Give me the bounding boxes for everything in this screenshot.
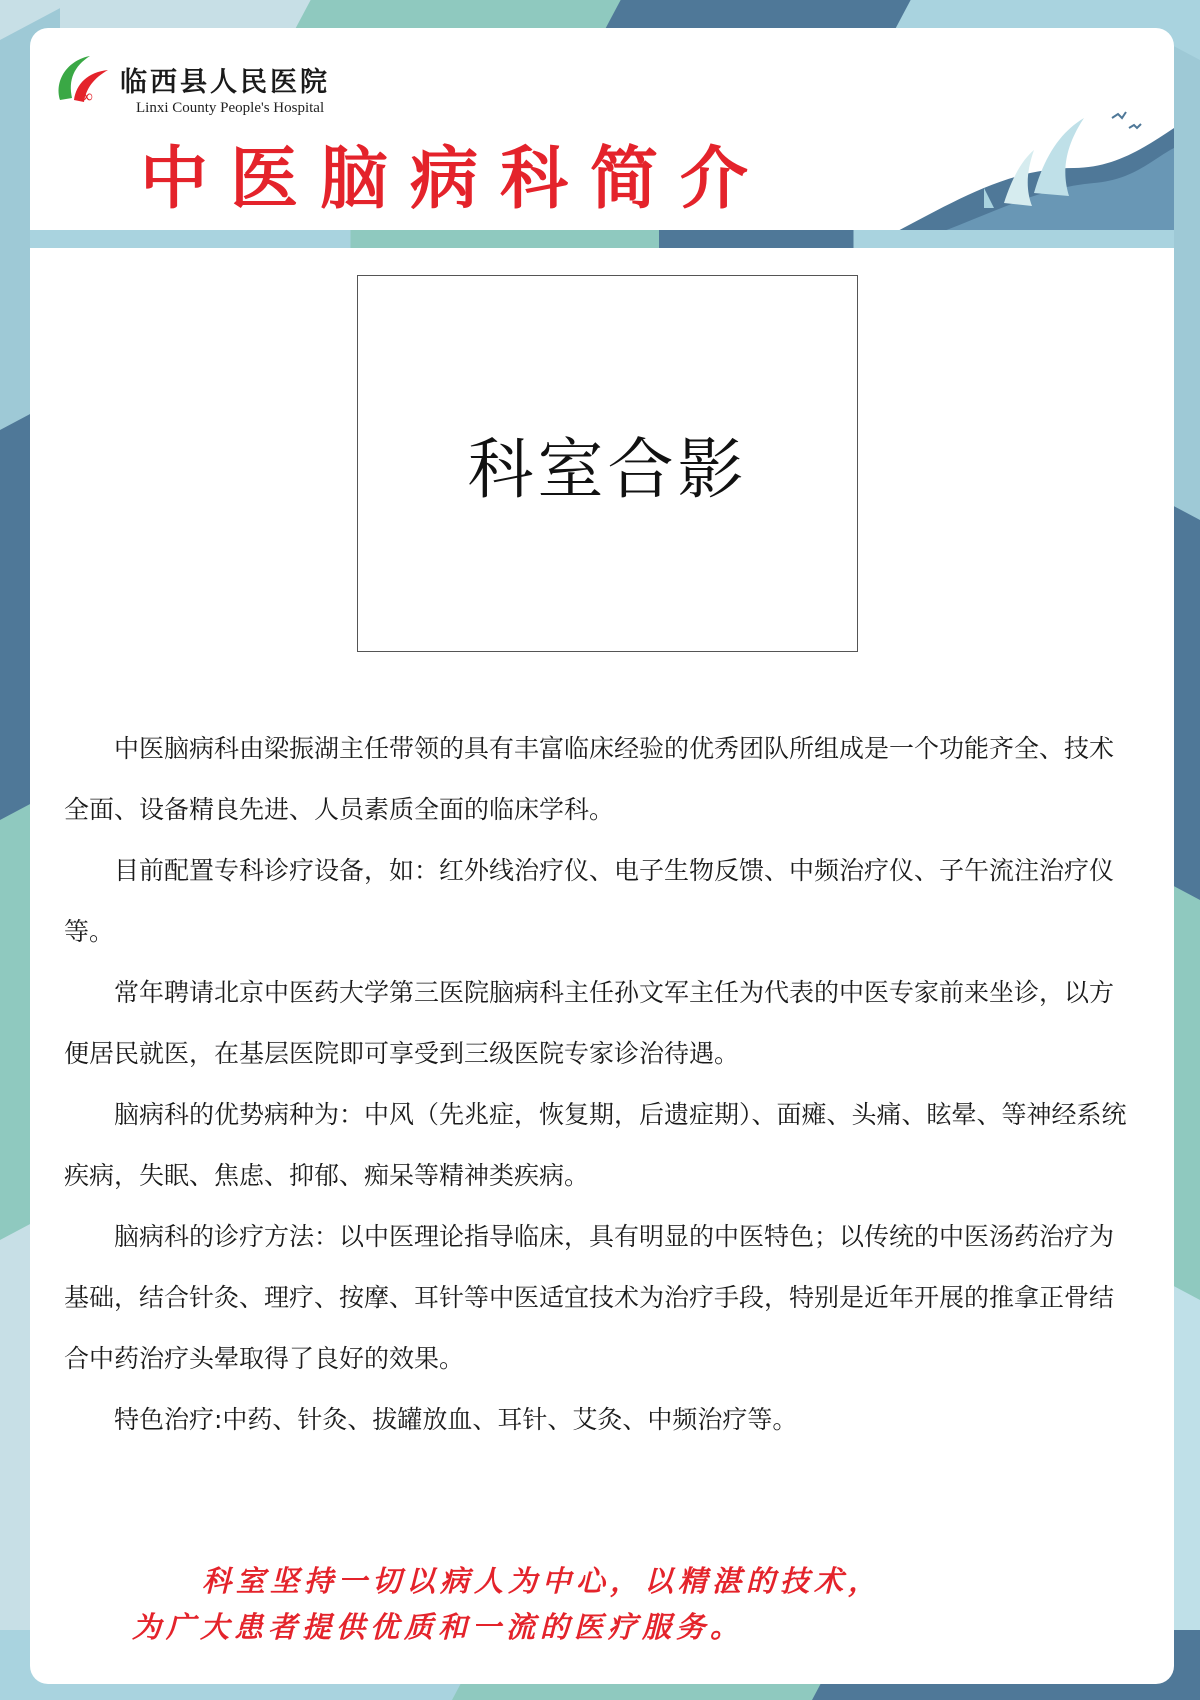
photo-placeholder-label: 科室合影 [467, 431, 748, 508]
header [30, 28, 1174, 233]
header-divider [30, 230, 1174, 248]
page-title: 中医脑病科简介 [140, 140, 771, 219]
intro-paragraph: 常年聘请北京中医药大学第三医院脑病科主任孙文军主任为代表的中医专家前来坐诊，以方便居民就医，在基层医院即可享受到三级医院专家诊治待遇。 [64, 978, 1115, 1068]
hospital-logo-icon [50, 50, 114, 114]
intro-paragraph: 脑病科的诊疗方法：以中医理论指导临床，具有明显的中医特色；以传统的中医汤药治疗为基础，结合针灸、理疗、按摩、耳针等中医适宜技术为治疗手段，特别是近年开展的推拿正骨结合中药治疗头晕取得了良好的效果。 [64, 1222, 1115, 1373]
sailboat-wave-decoration [884, 98, 1174, 238]
intro-paragraph: 特色治疗:中药、针灸、拔罐放血、耳针、艾灸、中频治疗等。 [114, 1405, 798, 1434]
hospital-name-english: Linxi County People's Hospital [136, 100, 325, 116]
poster-card [30, 28, 1174, 1684]
svg-text:∞: ∞ [80, 86, 93, 106]
department-intro [64, 718, 1134, 1450]
team-photo-placeholder [357, 275, 858, 652]
intro-paragraph: 目前配置专科诊疗设备，如：红外线治疗仪、电子生物反馈、中频治疗仪、子午流注治疗仪等。 [64, 856, 1115, 946]
slogan-line-2: 为广大患者提供优质和一流的医疗服务。 [132, 1610, 745, 1644]
slogan-line-1: 科室坚持一切以病人为中心，以精湛的技术， [202, 1564, 883, 1598]
slogan [82, 1558, 1142, 1650]
intro-paragraph: 中医脑病科由梁振湖主任带领的具有丰富临床经验的优秀团队所组成是一个功能齐全、技术全面、设备精良先进、人员素质全面的临床学科。 [64, 734, 1115, 824]
hospital-name: 临西县人民医院 [120, 67, 330, 98]
intro-paragraph: 脑病科的优势病种为：中风（先兆症，恢复期，后遗症期）、面瘫、头痛、眩晕、等神经系统疾病，失眠、焦虑、抑郁、痴呆等精神类疾病。 [64, 1100, 1127, 1190]
